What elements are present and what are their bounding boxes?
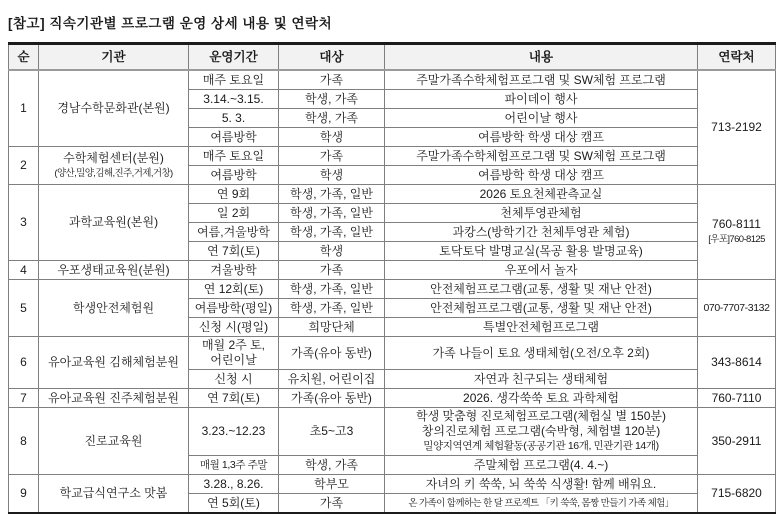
org-name-cell: 수학체험센터(분원) (양산,밀양,김해,진주,거제,거창)	[39, 147, 189, 185]
target-cell: 학생	[279, 166, 385, 185]
content-cell: 학생 맞춤형 진로체험프로그램(체험실 별 150분) 창의진로체험 프로그램(숙박형, 체험별 120분) 밀양지역연계 체험활동(공공기관 16개, 민관기관 14개)	[385, 408, 698, 456]
row-number-cell: 1	[9, 70, 39, 147]
program-table-body	[9, 70, 776, 513]
period-cell: 매월 2주 토, 어린이날	[189, 337, 279, 370]
content-cell: 주말가족수학체험프로그램 및 SW체험 프로그램	[385, 70, 698, 90]
target-cell: 희망단체	[279, 318, 385, 337]
org-name-cell: 학생안전체험원	[39, 280, 189, 337]
content-cell: 2026 토요천체관측교실	[385, 185, 698, 204]
col-header-contact: 연락처	[698, 44, 776, 71]
col-header-content: 내용	[385, 44, 698, 71]
content-cell: 2026. 생각쑥쑥 토요 과학체험	[385, 389, 698, 408]
target-cell: 가족(유아 동반)	[279, 337, 385, 370]
page-title: [참고] 직속기관별 프로그램 운영 상세 내용 및 연락처	[8, 16, 333, 31]
org-name-cell: 유아교육원 김해체험분원	[39, 337, 189, 389]
table-row	[9, 280, 776, 299]
target-cell: 유치원, 어린이집	[279, 370, 385, 389]
content-cell: 안전체험프로그램(교통, 생활 및 재난 안전)	[385, 299, 698, 318]
org-name-cell: 과학교육원(본원)	[39, 185, 189, 261]
org-name-cell: 경남수학문화관(본원)	[39, 70, 189, 147]
target-cell: 학부모	[279, 475, 385, 494]
contact-cell: 760-8111 [우포]760-8125	[698, 185, 776, 280]
content-cell: 주말체험 프로그램(4. 4.~)	[385, 456, 698, 475]
target-cell: 가족	[279, 70, 385, 90]
target-cell: 학생, 가족, 일반	[279, 223, 385, 242]
content-cell: 토닥토닥 발명교실(목공 활용 발명교육)	[385, 242, 698, 261]
target-cell: 가족(유아 동반)	[279, 389, 385, 408]
period-cell: 연 7회(토)	[189, 389, 279, 408]
period-cell: 연 9회	[189, 185, 279, 204]
content-cell: 특별안전체험프로그램	[385, 318, 698, 337]
content-cell: 우포에서 놀자	[385, 261, 698, 280]
period-cell: 신청 시	[189, 370, 279, 389]
period-cell: 매주 토요일	[189, 70, 279, 90]
content-cell: 어린이날 행사	[385, 109, 698, 128]
contact-cell: 343-8614	[698, 337, 776, 389]
content-cell: 천체투영관체험	[385, 204, 698, 223]
table-row	[9, 337, 776, 370]
table-row	[9, 147, 776, 166]
contact-cell: 760-7110	[698, 389, 776, 408]
content-cell: 과캉스(방학기간 천체투영관 체험)	[385, 223, 698, 242]
contact-cell: 715-6820	[698, 475, 776, 514]
content-cell: 주말가족수학체험프로그램 및 SW체험 프로그램	[385, 147, 698, 166]
col-header-no: 순	[9, 44, 39, 71]
contact-cell: 713-2192	[698, 70, 776, 185]
period-cell: 신청 시(평일)	[189, 318, 279, 337]
target-cell: 가족	[279, 147, 385, 166]
table-row	[9, 70, 776, 90]
table-row	[9, 261, 776, 280]
program-table	[8, 42, 776, 514]
target-cell: 가족	[279, 494, 385, 514]
content-cell: 가족 나들이 토요 생태체험(오전/오후 2회)	[385, 337, 698, 370]
col-header-target: 대상	[279, 44, 385, 71]
row-number-cell: 9	[9, 475, 39, 514]
period-cell: 일 2회	[189, 204, 279, 223]
target-cell: 학생	[279, 242, 385, 261]
contact-cell: 070-7707-3132	[698, 280, 776, 337]
period-cell: 3.28., 8.26.	[189, 475, 279, 494]
period-cell: 5. 3.	[189, 109, 279, 128]
period-cell: 3.14.~3.15.	[189, 90, 279, 109]
period-cell: 겨울방학	[189, 261, 279, 280]
content-cell: 안전체험프로그램(교통, 생활 및 재난 안전)	[385, 280, 698, 299]
period-cell: 매월 1,3주 주말	[189, 456, 279, 475]
row-number-cell: 3	[9, 185, 39, 261]
period-cell: 연 12회(토)	[189, 280, 279, 299]
period-cell: 여름방학	[189, 166, 279, 185]
contact-cell: 350-2911	[698, 408, 776, 475]
table-row	[9, 185, 776, 204]
org-name-cell: 우포생태교육원(분원)	[39, 261, 189, 280]
target-cell: 학생, 가족, 일반	[279, 185, 385, 204]
content-cell: 여름방학 학생 대상 캠프	[385, 128, 698, 147]
content-cell: 자녀의 키 쑥쑥, 뇌 쑥쑥 식생활! 함께 배워요.	[385, 475, 698, 494]
table-row	[9, 408, 776, 456]
col-header-period: 운영기간	[189, 44, 279, 71]
row-number-cell: 5	[9, 280, 39, 337]
target-cell: 학생, 가족, 일반	[279, 204, 385, 223]
period-cell: 3.23.~12.23	[189, 408, 279, 456]
target-cell: 학생, 가족, 일반	[279, 299, 385, 318]
target-cell: 가족	[279, 261, 385, 280]
period-cell: 연 5회(토)	[189, 494, 279, 514]
row-number-cell: 6	[9, 337, 39, 389]
row-number-cell: 8	[9, 408, 39, 475]
period-cell: 여름방학(평일)	[189, 299, 279, 318]
table-header-row	[9, 44, 776, 71]
content-cell: 자연과 친구되는 생태체험	[385, 370, 698, 389]
target-cell: 학생, 가족	[279, 109, 385, 128]
period-cell: 매주 토요일	[189, 147, 279, 166]
target-cell: 학생	[279, 128, 385, 147]
row-number-cell: 7	[9, 389, 39, 408]
table-row	[9, 475, 776, 494]
target-cell: 초5~고3	[279, 408, 385, 456]
table-row	[9, 389, 776, 408]
org-name-cell: 학교급식연구소 맛봄	[39, 475, 189, 514]
content-cell: 여름방학 학생 대상 캠프	[385, 166, 698, 185]
row-number-cell: 2	[9, 147, 39, 185]
org-name-cell: 유아교육원 진주체험분원	[39, 389, 189, 408]
target-cell: 학생, 가족	[279, 456, 385, 475]
period-cell: 여름,겨울방학	[189, 223, 279, 242]
col-header-org: 기관	[39, 44, 189, 71]
period-cell: 연 7회(토)	[189, 242, 279, 261]
target-cell: 학생, 가족	[279, 90, 385, 109]
row-number-cell: 4	[9, 261, 39, 280]
content-cell: 파이데이 행사	[385, 90, 698, 109]
org-name-cell: 진로교육원	[39, 408, 189, 475]
content-cell: 온 가족이 함께하는 한 달 프로젝트 「키 쑥쑥, 몸짱 만들기 가족 체험」	[385, 494, 698, 514]
period-cell: 여름방학	[189, 128, 279, 147]
target-cell: 학생, 가족, 일반	[279, 280, 385, 299]
